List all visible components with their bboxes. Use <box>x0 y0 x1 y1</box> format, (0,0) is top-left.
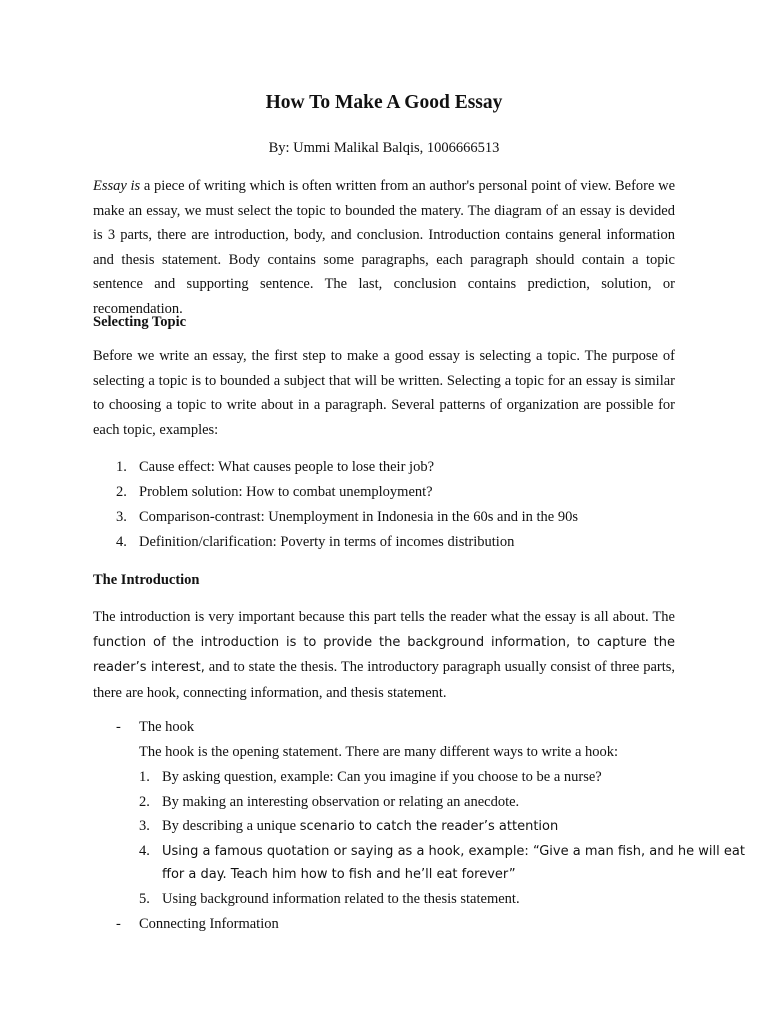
intro-text: a piece of writing which is often written from an author's personal point of view. Before we make an essay, we must select the topic to bounded the matery. The diagram of an essay is devided is 3 parts, there are introduction, body, and conclusion. Introduction contains general information and thesis statement. Body contains some paragraphs, each paragraph should contain a topic sentence and supporting sentence. The last, conclusion contains prediction, solution, or recomendation. <box>93 178 676 317</box>
list-item: Using a famous quotation or saying as a hook, example: “Give a man fish, and he will eat <box>162 844 745 859</box>
list-item: Cause effect: What causes people to lose their job? <box>139 459 434 475</box>
intro-lead: Essay is <box>93 178 141 194</box>
list-number: 3. <box>139 818 150 834</box>
list-item: Comparison-contrast: Unemployment in Indonesia in the 60s and in the 90s <box>139 509 578 525</box>
hook-title: The hook <box>139 719 195 735</box>
page-title: How To Make A Good Essay <box>265 92 503 113</box>
list-item-continuation: ffor a day. Teach him how to fish and he’ll eat forever” <box>162 867 516 882</box>
list-number: 2. <box>116 484 127 500</box>
introduction-paragraph <box>93 605 675 705</box>
list-item: Problem solution: How to combat unemployment? <box>139 484 433 500</box>
heading-selecting-topic: Selecting Topic <box>93 314 187 330</box>
list-item: Using background information related to the thesis statement. <box>162 891 520 907</box>
bullet-dash: - <box>116 719 121 735</box>
list-number: 2. <box>139 794 150 810</box>
hook-description: The hook is the opening statement. There are many different ways to write a hook: <box>139 744 619 760</box>
list-item-part: By describing a unique <box>162 818 300 834</box>
heading-the-introduction: The Introduction <box>93 572 200 588</box>
intro-paragraph <box>93 174 675 322</box>
author-byline: By: Ummi Malikal Balqis, 1006666513 <box>268 140 500 156</box>
list-item: Definition/clarification: Poverty in terms of incomes distribution <box>139 534 515 550</box>
list-number: 3. <box>116 509 127 525</box>
bullet-dash: - <box>116 916 121 932</box>
introduction-rest: and to state the thesis. The introductory paragraph usually consist of three parts, there are hook, connecting information, and thesis statement. <box>93 659 675 701</box>
list-number: 4. <box>116 534 127 550</box>
list-number: 5. <box>139 891 150 907</box>
list-number: 1. <box>139 769 150 785</box>
list-number: 1. <box>116 459 127 475</box>
list-item: By asking question, example: Can you imagine if you choose to be a nurse? <box>162 769 602 785</box>
selecting-topic-paragraph: Before we write an essay, the first step to make a good essay is selecting a topic. The purpose of selecting a topic is to bounded a subject that will be written. Selecting a topic for an essay is similar to choosing a topic to write about in a paragraph. Several patterns of organization are possible for each topic, examples: <box>93 348 675 438</box>
list-number: 4. <box>139 843 150 859</box>
connecting-information: Connecting Information <box>139 916 279 932</box>
introduction-line-2: function of the introduction is to provide the background information, to capture the reader’s interest, <box>93 634 675 676</box>
introduction-line-1: The introduction is very important because this part tells the reader what the essay is all about. The <box>93 609 675 625</box>
list-item-part: scenario to catch the reader’s attention <box>299 819 559 834</box>
list-item: By making an interesting observation or relating an anecdote. <box>162 794 520 810</box>
list-item <box>162 818 558 835</box>
